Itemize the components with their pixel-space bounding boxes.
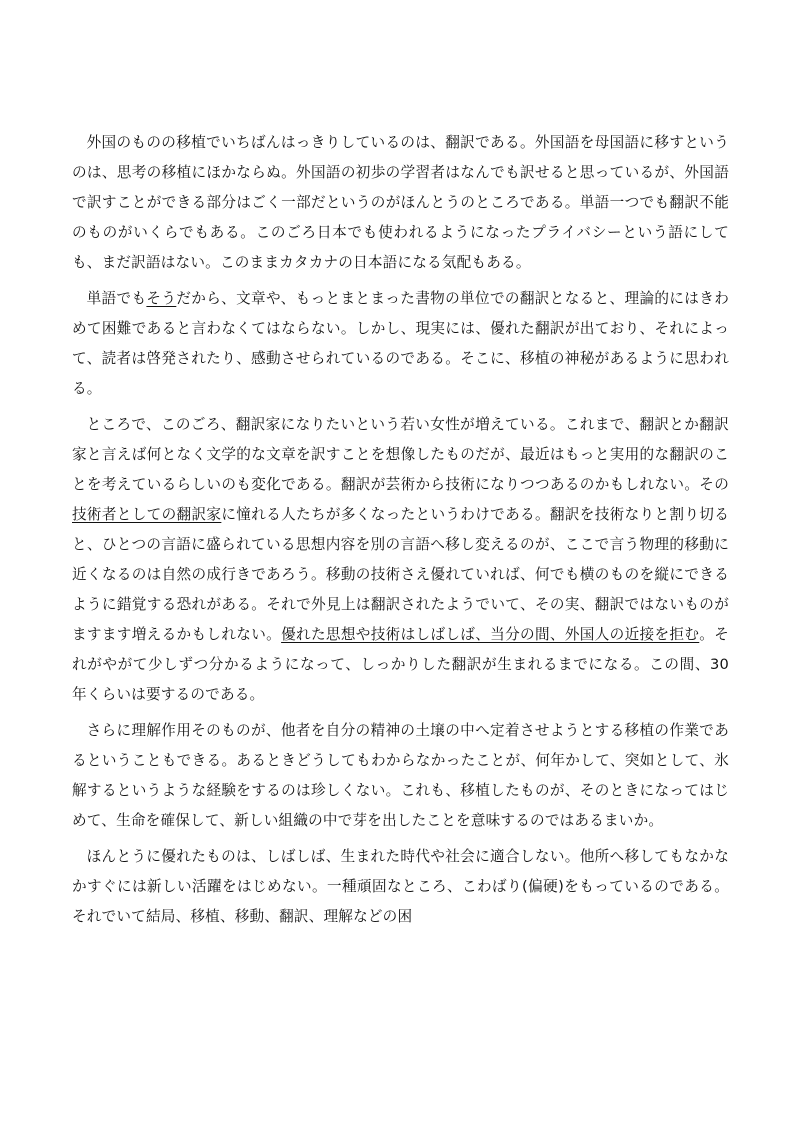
underlined-phrase-excellent-ideas: 優れた思想や技術はしばしば、当分の間、外国人の近接を拒む bbox=[281, 626, 700, 643]
paragraph-2 bbox=[72, 284, 729, 404]
paragraph-5 bbox=[72, 842, 729, 932]
paragraph-2-text-b: だから、文章や、もっとまとまった書物の単位での翻訳となると、理論的にはきわめて困難であると言わなくてはならない。しかし、現実には、優れた翻訳が出ており、それによって、読者は啓発されたり、感動させられているのである。そこに、移植の神秘があるように思われる。 bbox=[72, 290, 729, 397]
paragraph-2-text-a: 単語でも bbox=[86, 290, 147, 307]
paragraph-4 bbox=[72, 716, 729, 836]
paragraph-3-text-b: に憧れる人たちが多くなったというわけである。翻訳を技術なりと割り切ると、ひとつの言語に盛られている思想内容を別の言語へ移し変えるのが、ここで言う物理的移動に近くなるのは自然の成行きであろう。移動の技術さえ優れていれば、何でも横のものを縦にできるように錯覚する恐れがある。それで外見上は翻訳されたようでいて、その実、翻訳ではないものがますます増えるかもしれない。 bbox=[72, 506, 729, 643]
paragraph-1-text: 外国のものの移植でいちばんはっきりしているのは、翻訳である。外国語を母国語に移すというのは、思考の移植にほかならぬ。外国語の初歩の学習者はなんでも訳せると思っているが、外国語で訳すことができる部分はごく一部だというのがほんとうのところである。単語一つでも翻訳不能のものがいくらでもある。このごろ日本でも使われるようになったプライバシーという語にしても、まだ訳語はない。このままカタカナの日本語になる気配もある。 bbox=[72, 134, 729, 271]
underlined-phrase-sou: そう bbox=[146, 290, 177, 307]
paragraph-3 bbox=[72, 410, 729, 710]
underlined-phrase-translator-as-technician: 技術者としての翻訳家 bbox=[72, 506, 222, 523]
paragraph-3-text-c: 。それがやがて少しずつ分かるようになって、しっかりした翻訳が生まれるまでになる。この間、30 年くらいは要するのである。 bbox=[72, 626, 729, 703]
paragraph-1 bbox=[72, 128, 729, 278]
document-page bbox=[72, 128, 729, 938]
paragraph-3-text-a: ところで、このごろ、翻訳家になりたいという若い女性が増えている。これまで、翻訳とか翻訳家と言えば何となく文学的な文章を訳すことを想像したものだが、最近はもっと実用的な翻訳のことを考えているらしいのも変化である。翻訳が芸術から技術になりつつあるのかもしれない。その bbox=[72, 416, 729, 493]
paragraph-4-text: さらに理解作用そのものが、他者を自分の精神の土壌の中へ定着させようとする移植の作業であるということもできる。あるときどうしてもわからなかったことが、何年かして、突如として、氷解するというような経験をするのは珍しくない。これも、移植したものが、そのときになってはじめて、生命を確保して、新しい組織の中で芽を出したことを意味するのではあるまいか。 bbox=[72, 722, 729, 829]
paragraph-5-text: ほんとうに優れたものは、しばしば、生まれた時代や社会に適合しない。他所へ移してもなかなかすぐには新しい活躍をはじめない。一種頑固なところ、こわばり(偏硬)をもっているのである。それでいて結局、移植、移動、翻訳、理解などの困 bbox=[72, 848, 729, 925]
